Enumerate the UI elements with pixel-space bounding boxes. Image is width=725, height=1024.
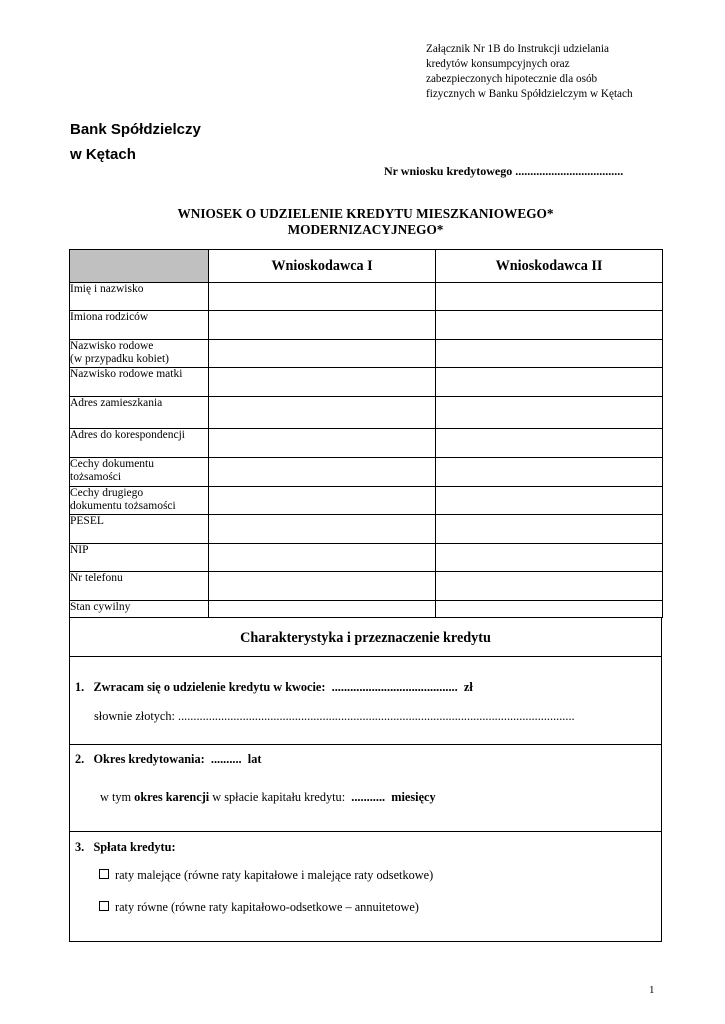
repayment-label: Spłata kredytu: [93, 840, 176, 854]
table-row [70, 601, 663, 618]
table-row [70, 368, 663, 397]
applicant-2-field[interactable] [436, 397, 663, 429]
credit-amount-field[interactable]: ......................................... [331, 680, 458, 694]
applicant-2-field[interactable] [436, 601, 663, 618]
credit-amount-line [75, 680, 473, 695]
form-title: WNIOSEK O UDZIELENIE KREDYTU MIESZKANIOWEGO* [177, 206, 554, 221]
item-number: 3. [75, 840, 85, 854]
repayment-line [75, 840, 176, 855]
applicant-1-field[interactable] [209, 458, 436, 487]
annex-line: kredytów konsumpcyjnych oraz [426, 58, 570, 70]
application-number: Nr wniosku kredytowego .................................... [384, 164, 624, 178]
row-label: Nazwisko rodowe (w przypadku kobiet) [70, 340, 209, 368]
table-row [70, 283, 663, 311]
column-header-applicant-2: Wnioskodawca II [436, 250, 663, 283]
table-row [70, 487, 663, 515]
applicant-2-field[interactable] [436, 311, 663, 340]
table-row [70, 340, 663, 368]
bank-name: Bank Spółdzielczy [70, 121, 201, 138]
applicant-2-field[interactable] [436, 572, 663, 601]
table-row [70, 458, 663, 487]
annex-note [426, 42, 706, 102]
applicant-1-field[interactable] [209, 544, 436, 572]
credit-period-section [69, 745, 662, 832]
form-subtitle: MODERNIZACYJNEGO* [287, 222, 444, 237]
amount-in-words-field[interactable]: słownie złotych: ................................................................................................................................. [94, 709, 575, 723]
applicant-1-field[interactable] [209, 601, 436, 618]
applicant-1-field[interactable] [209, 572, 436, 601]
applicant-2-field[interactable] [436, 283, 663, 311]
row-label: Cechy drugiego dokumentu tożsamości [70, 487, 209, 515]
table-header-row [70, 250, 663, 283]
table-row [70, 311, 663, 340]
row-label: Stan cywilny [70, 601, 209, 618]
grace-period-unit: miesięcy [391, 790, 436, 804]
applicant-2-field[interactable] [436, 487, 663, 515]
column-header-applicant-1: Wnioskodawca I [209, 250, 436, 283]
grace-period-text: w spłacie kapitału kredytu: [212, 790, 346, 804]
annex-line: Załącznik Nr 1B do Instrukcji udzielania [426, 43, 609, 55]
applicant-1-field[interactable] [209, 283, 436, 311]
item-number: 2. [75, 752, 85, 766]
section-title: Charakterystyka i przeznaczenie kredytu [240, 630, 491, 646]
grace-prefix: w tym [100, 790, 132, 804]
row-label: PESEL [70, 515, 209, 544]
row-label: Imiona rodziców [70, 311, 209, 340]
row-label: Adres do korespondencji [70, 429, 209, 458]
applicant-2-field[interactable] [436, 368, 663, 397]
credit-section-header [69, 617, 662, 657]
repayment-option-equal[interactable] [99, 900, 419, 915]
table-row [70, 397, 663, 429]
applicant-1-field[interactable] [209, 340, 436, 368]
option-label: raty malejące (równe raty kapitałowe i malejące raty odsetkowe) [115, 868, 434, 882]
credit-amount-section [69, 657, 662, 745]
checkbox-icon[interactable] [99, 901, 109, 911]
row-label: Adres zamieszkania [70, 397, 209, 429]
repayment-option-decreasing[interactable] [99, 868, 433, 883]
table-row [70, 515, 663, 544]
applicant-1-field[interactable] [209, 368, 436, 397]
table-row [70, 572, 663, 601]
table-row [70, 429, 663, 458]
period-unit: lat [247, 752, 262, 766]
grace-period-label: okres karencji [134, 790, 210, 804]
credit-period-field[interactable]: .......... [210, 752, 242, 766]
grace-period-line [100, 790, 436, 805]
annex-line: fizycznych w Banku Spółdzielczym w Kętach [426, 88, 633, 100]
applicant-2-field[interactable] [436, 544, 663, 572]
table-row [70, 544, 663, 572]
credit-period-line [75, 752, 261, 767]
repayment-section [69, 832, 662, 942]
table-corner-cell [70, 250, 209, 283]
applicant-2-field[interactable] [436, 515, 663, 544]
credit-period-label: Okres kredytowania: [93, 752, 205, 766]
row-label: Cechy dokumentu tożsamości [70, 458, 209, 487]
applicant-1-field[interactable] [209, 311, 436, 340]
grace-period-field[interactable]: ........... [351, 790, 386, 804]
applicant-1-field[interactable] [209, 397, 436, 429]
applicant-1-field[interactable] [209, 429, 436, 458]
row-label: Nazwisko rodowe matki [70, 368, 209, 397]
row-label: NIP [70, 544, 209, 572]
option-label: raty równe (równe raty kapitałowo-odsetkowe – annuitetowe) [115, 900, 419, 914]
row-label: Imię i nazwisko [70, 283, 209, 311]
item-number: 1. [75, 680, 85, 694]
annex-line: zabezpieczonych hipotecznie dla osób [426, 73, 598, 85]
row-label: Nr telefonu [70, 572, 209, 601]
currency-unit: zł [463, 680, 473, 694]
credit-amount-label: Zwracam się o udzielenie kredytu w kwocie: [93, 680, 326, 694]
applicants-table [69, 249, 663, 618]
page-number: 1 [649, 984, 655, 996]
applicant-2-field[interactable] [436, 340, 663, 368]
bank-location: w Kętach [70, 146, 136, 163]
checkbox-icon[interactable] [99, 869, 109, 879]
applicant-2-field[interactable] [436, 429, 663, 458]
applicant-2-field[interactable] [436, 458, 663, 487]
applicant-1-field[interactable] [209, 487, 436, 515]
applicant-1-field[interactable] [209, 515, 436, 544]
